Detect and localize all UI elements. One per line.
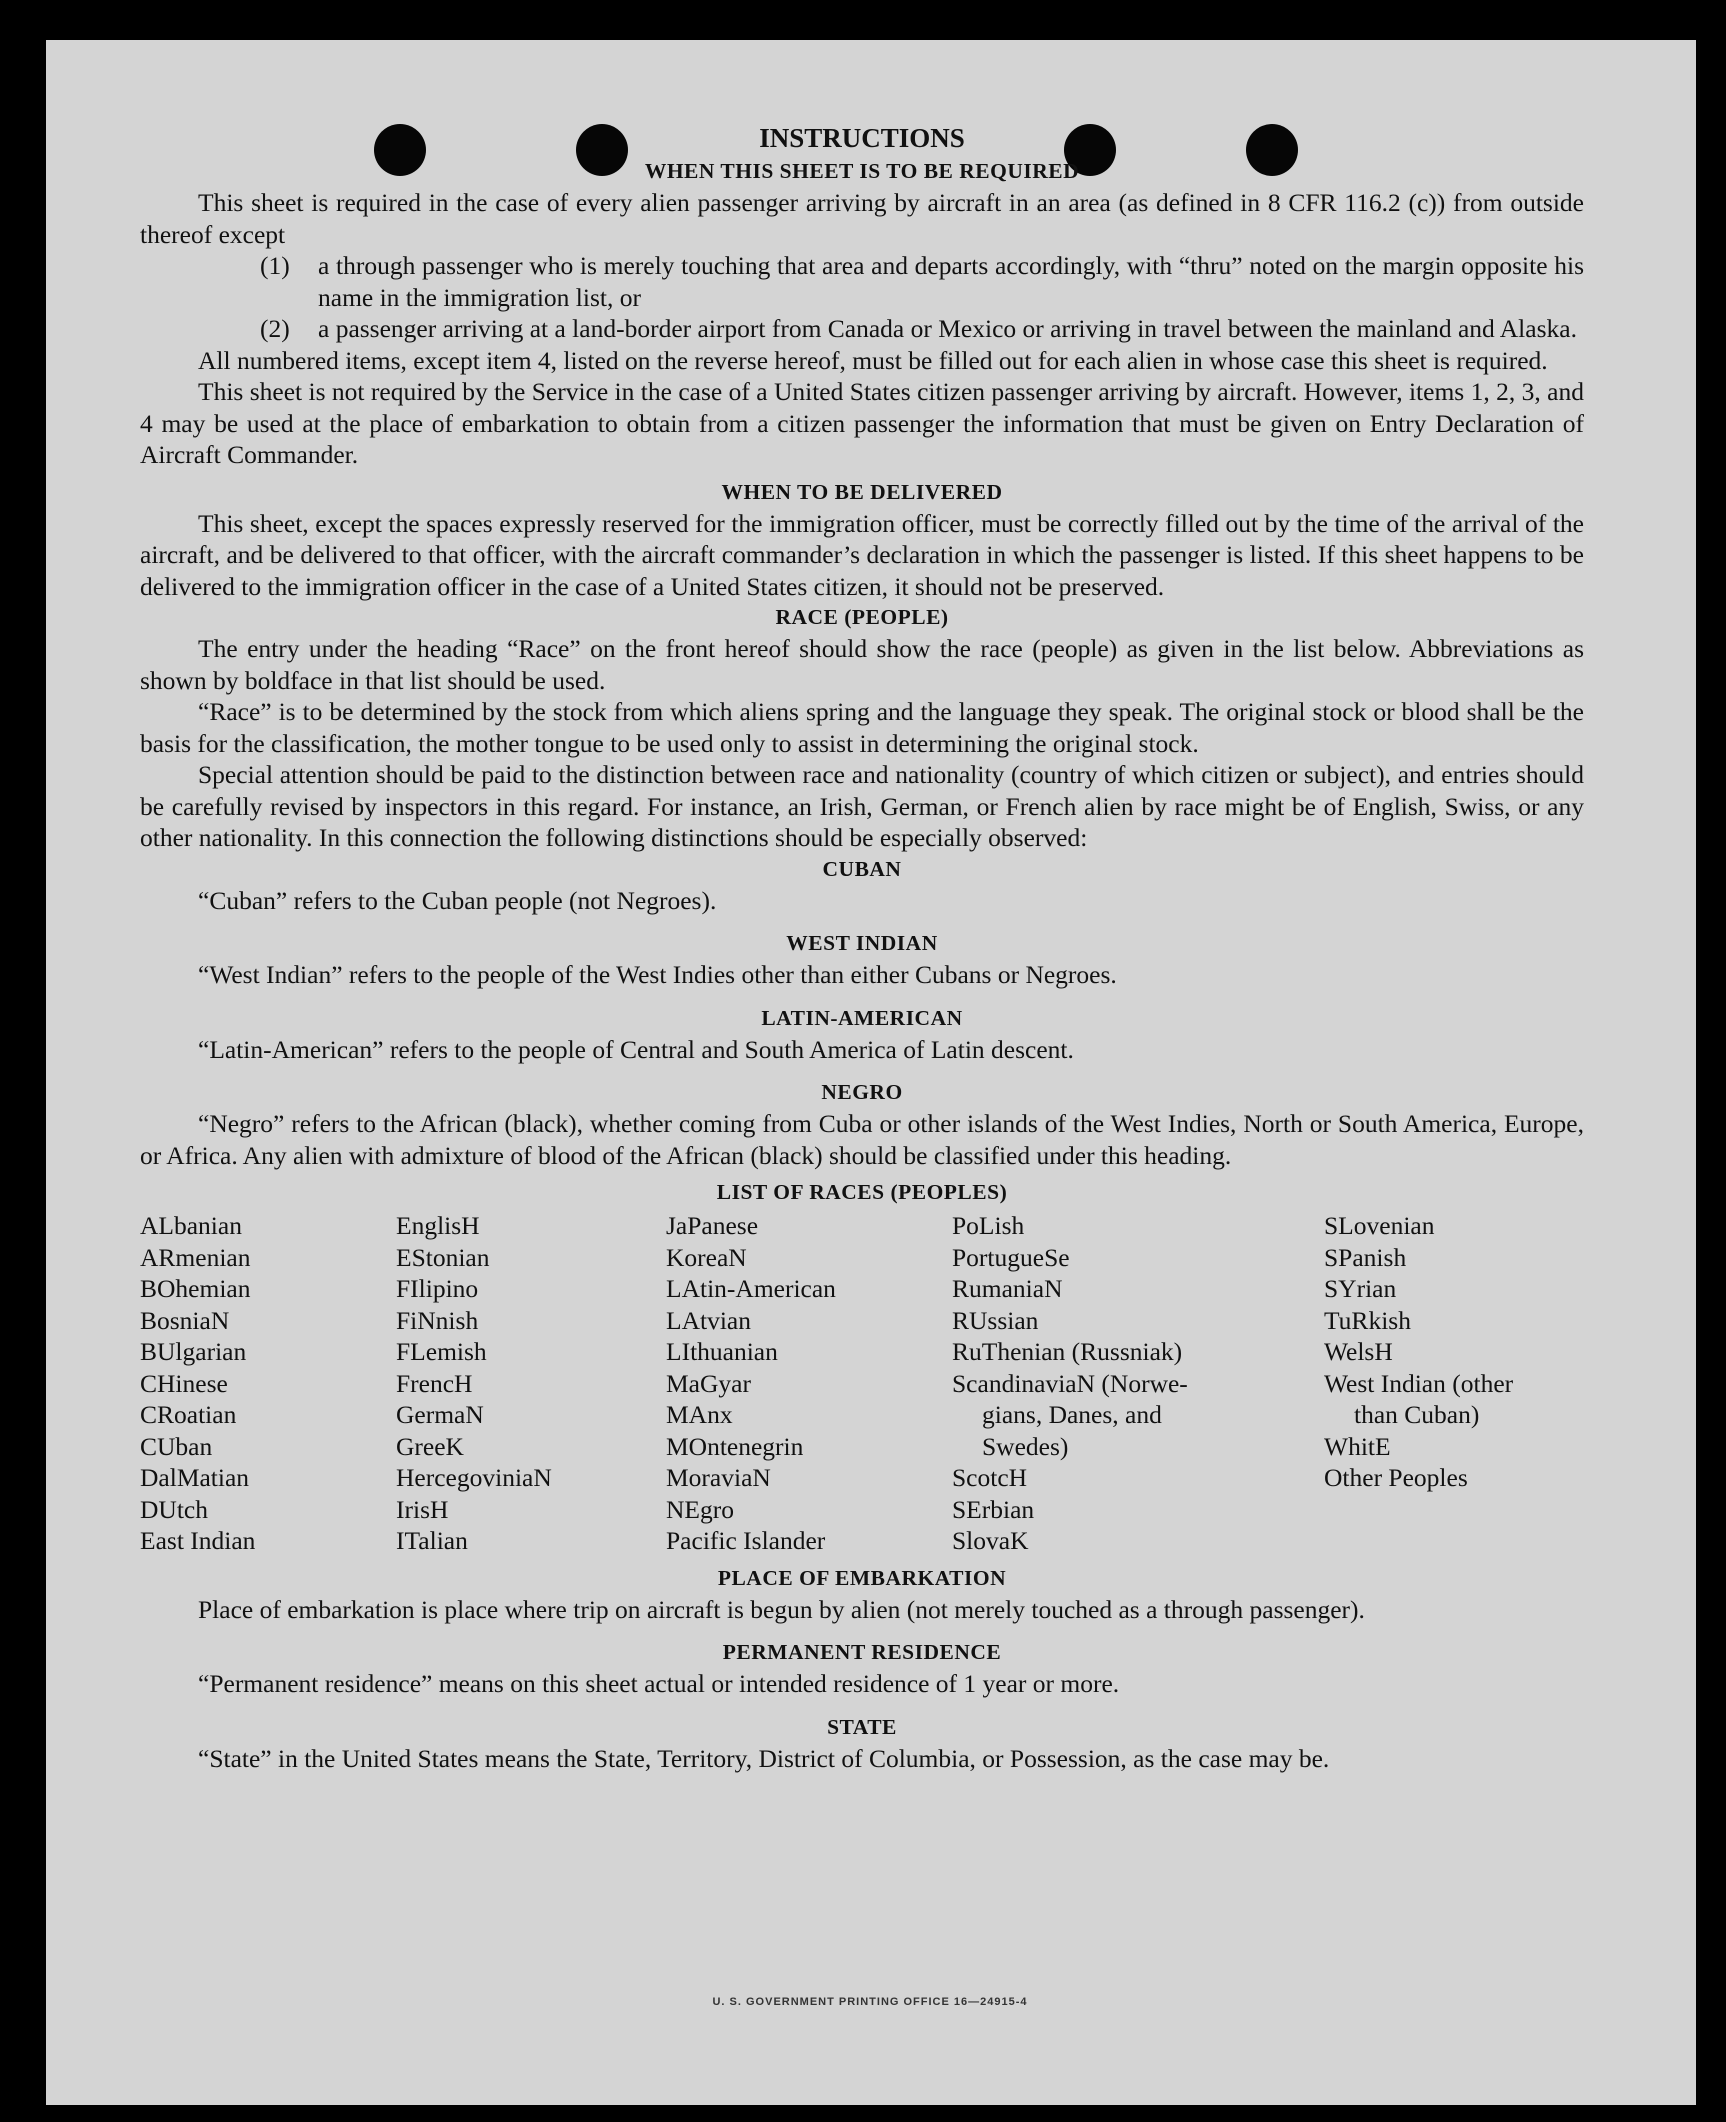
race-entry: SErbian (952, 1494, 1035, 1524)
race-entry: TuRkish (1324, 1305, 1411, 1335)
section-heading-west-indian: WEST INDIAN (786, 931, 938, 955)
definition-text: “Latin-American” refers to the people of Central and South America of Latin descent. (198, 1034, 1074, 1064)
section-heading-negro: NEGRO (821, 1080, 903, 1104)
instructions-body (140, 120, 1584, 1774)
race-entry: GermaN (396, 1400, 484, 1429)
race-entry: Swedes) (982, 1431, 1069, 1461)
race-entry: SLovenian (1324, 1211, 1435, 1240)
section-heading-embarkation: PLACE OF EMBARKATION (717, 1565, 1007, 1590)
race-entry: PortugueSe (952, 1242, 1070, 1272)
definition-text: “Negro” refers to the African (black), whether coming from Cuba or other islands of the West Indies, North or South America, Europe, or Africa. Any alien with admixture of blood of the African (black) should be classified under this heading. (140, 1109, 1584, 1170)
paragraph: This sheet is required in the case of every alien passenger arriving by aircraft in an area (as defined in 8 CFR 116.2 (c)) from outside thereof except (140, 188, 1584, 249)
race-entry: NEgro (666, 1494, 734, 1524)
race-entry: LAtvian (666, 1305, 751, 1335)
race-entry: EnglisH (396, 1211, 480, 1240)
section-heading-cuban: CUBAN (822, 856, 902, 881)
race-entry: ARmenian (140, 1242, 251, 1272)
definition-text: “West Indian” refers to the people of the West Indies other than either Cubans or Negroes. (198, 960, 1117, 989)
race-entry: RumaniaN (952, 1274, 1063, 1303)
race-entry: LAtin-American (666, 1274, 836, 1303)
race-entry: LIthuanian (666, 1337, 778, 1366)
race-entry: JaPanese (666, 1211, 759, 1240)
section-heading-list-of-races: LIST OF RACES (PEOPLES) (716, 1180, 1008, 1204)
paragraph: “Permanent residence” means on this sheet actual or intended residence of 1 year or more. (198, 1669, 1120, 1698)
race-entry: FiNnish (396, 1305, 479, 1335)
race-entry: DalMatian (140, 1463, 250, 1492)
race-entry: MAnx (666, 1400, 733, 1429)
race-entry: than Cuban) (1354, 1400, 1480, 1429)
race-entry: ALbanian (140, 1211, 242, 1240)
race-entry: HercegovinіaN (396, 1463, 552, 1492)
item-number: (1) (260, 251, 290, 280)
item-number: (2) (260, 314, 290, 343)
race-entry: RUssian (952, 1305, 1039, 1335)
race-entry: FLemish (396, 1337, 487, 1366)
race-entry: SYrian (1324, 1274, 1397, 1303)
race-entry: BUlgarian (140, 1337, 247, 1366)
race-entry: Pacific Islander (666, 1526, 826, 1555)
printer-imprint: U. S. GOVERNMENT PRINTING OFFICE 16—24915-4 (712, 1996, 1028, 2008)
race-entry (1324, 1494, 1584, 1526)
race-entry: EStonian (396, 1242, 490, 1272)
race-entry: PoLish (952, 1211, 1025, 1240)
race-entry: ScandinaviaN (Norwe- (952, 1368, 1188, 1398)
race-entry: WhitE (1324, 1431, 1391, 1461)
paragraph: “State” in the United States means the State, Territory, District of Columbia, or Possession, as the case may be. (198, 1743, 1330, 1773)
race-entry: ScotcH (952, 1463, 1028, 1492)
section-heading-state: STATE (827, 1714, 897, 1739)
race-entry: GreeK (396, 1431, 464, 1461)
race-entry: CRoatian (140, 1400, 237, 1429)
race-entry (1324, 1525, 1584, 1557)
paragraph: All numbered items, except item 4, listed on the reverse hereof, must be filled out for each alien in whose case this sheet is required. (198, 345, 1548, 375)
race-entry: West Indian (other (1324, 1368, 1514, 1398)
race-entry: CUban (140, 1431, 213, 1461)
paragraph: Place of embarkation is place where trip on aircraft is begun by alien (not merely touched as a through passenger). (198, 1594, 1365, 1624)
race-entry: BosniaN (140, 1305, 230, 1335)
race-entry: IrisH (396, 1494, 449, 1524)
section-heading-permanent-residence: PERMANENT RESIDENCE (722, 1640, 1002, 1664)
definition-text: “Cuban” refers to the Cuban people (not Negroes). (198, 885, 717, 915)
race-entry: East Indian (140, 1526, 256, 1555)
race-entry: KoreaN (666, 1242, 747, 1272)
paragraph: This sheet is not required by the Service in the case of a United States citizen passenger arriving by aircraft. However, items 1, 2, 3, and 4 may be used at the place of embarkation to obtain from a citizen passenger the information that must be given on Entry Declaration of Aircraft Commander. (140, 377, 1584, 469)
race-entry: BOhemian (140, 1274, 251, 1303)
race-entry: MaGyar (666, 1368, 751, 1398)
section-heading-when-delivered: WHEN TO BE DELIVERED (721, 479, 1003, 504)
list-item (140, 250, 1584, 313)
race-entry: CHinese (140, 1368, 228, 1398)
race-entry: Other Peoples (1324, 1463, 1468, 1492)
item-text: a through passenger who is merely touching that area and departs accordingly, with “thru” noted on the margin opposite his name in the immigration list, or (318, 251, 1584, 312)
race-entry: FIlipino (396, 1274, 479, 1303)
race-entry: DUtch (140, 1494, 208, 1524)
paragraph: Special attention should be paid to the distinction between race and nationality (country of which citizen or subject), and entries should be carefully revised by inspectors in this regard. For instance, an Irish, German, or French alien by race might be of English, Swiss, or any other nationality. In this connection the following distinctions should be especially observed: (140, 760, 1584, 852)
paragraph: The entry under the heading “Race” on the front hereof should show the race (people) as given in the list below. Abbreviations as shown by boldface in that list should be used. (140, 634, 1584, 695)
race-entry: SlovaK (952, 1526, 1029, 1555)
race-entry: WelsH (1324, 1337, 1393, 1366)
race-entry: MoraviaN (666, 1463, 771, 1492)
race-entry: MOntenegrin (666, 1431, 804, 1461)
race-entry: ITalian (396, 1526, 468, 1555)
race-entry: gians, Danes, and (982, 1400, 1162, 1429)
races-list (140, 1210, 1584, 1557)
item-text: a passenger arriving at a land-border airport from Canada or Mexico or arriving in travel between the mainland and Alaska. (318, 314, 1577, 343)
race-entry: SPanish (1324, 1242, 1407, 1272)
list-item (140, 313, 1584, 345)
section-heading-when-required: WHEN THIS SHEET IS TO BE REQUIRED (644, 159, 1080, 183)
page-title: INSTRUCTIONS (759, 123, 965, 153)
paragraph: “Race” is to be determined by the stock from which aliens spring and the language they speak. The original stock or blood shall be the basis for the classification, the mother tongue to be used only to assist in determining the original stock. (140, 697, 1584, 758)
race-entry: RuThenian (Russniak) (952, 1337, 1183, 1366)
section-heading-race: RACE (PEOPLE) (775, 605, 949, 629)
section-heading-latin-american: LATIN-AMERICAN (761, 1005, 963, 1030)
race-entry: FrencH (396, 1368, 473, 1398)
paragraph: This sheet, except the spaces expressly reserved for the immigration officer, must be correctly filled out by the time of the arrival of the aircraft, and be delivered to that officer, with the aircraft commander’s declaration in which the passenger is listed. If this sheet happens to be delivered to the immigration officer in the case of a United States citizen, it should not be preserved. (140, 508, 1584, 601)
